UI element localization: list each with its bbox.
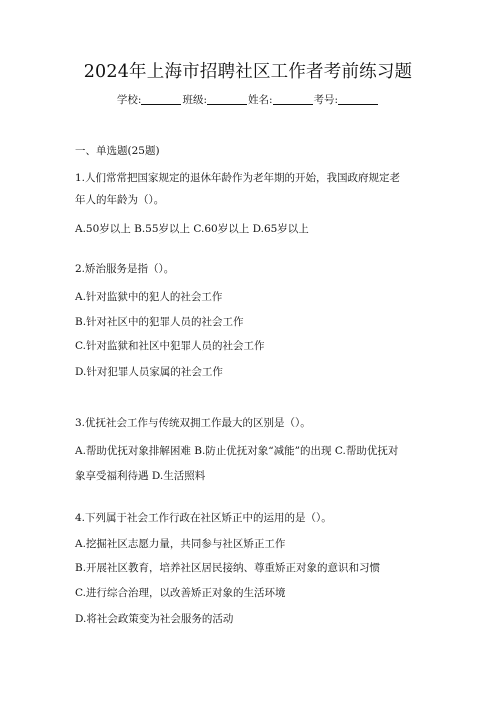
question-options: A.帮助优抚对象排解困难 B.防止优抚对象“减能”的出现 C.帮助优抚对 (75, 445, 399, 457)
option: B.开展社区教育，培养社区居民接纳、尊重矫正对象的意识和习惯 (75, 562, 381, 574)
question-stem: 1.人们常常把国家规定的退休年龄作为老年期的开始，我国政府规定老 (75, 172, 401, 184)
student-info-line (0, 92, 496, 108)
question-stem: 4.下列属于社会工作行政在社区矫正中的运用的是（）。 (75, 512, 332, 524)
class-label: 班级: (182, 94, 207, 106)
class-blank (207, 103, 247, 105)
option: D.将社会政策变为社会服务的活动 (75, 613, 234, 625)
question-stem: 年人的年龄为（）。 (75, 194, 165, 206)
question-options: A.50岁以上 B.55岁以上 C.60岁以上 D.65岁以上 (75, 223, 309, 235)
exam-number-label: 考号: (313, 94, 339, 106)
option: D.针对犯罪人员家属的社会工作 (75, 366, 223, 378)
section-heading: 一、单选题(25题) (75, 145, 160, 157)
name-label: 姓名: (248, 94, 273, 106)
option: A.挖掘社区志愿力量，共同参与社区矫正工作 (75, 538, 286, 550)
option: C.针对监狱和社区中犯罪人员的社会工作 (75, 340, 265, 352)
school-label: 学校: (116, 94, 142, 106)
option: A.针对监狱中的犯人的社会工作 (75, 291, 223, 303)
page-title: 2024年上海市招聘社区工作者考前练习题 (83, 62, 413, 82)
option: B.针对社区中的犯罪人员的社会工作 (75, 316, 244, 328)
option: C.进行综合治理，以改善矫正对象的生活环境 (75, 587, 286, 599)
question-stem: 2.矫治服务是指（）。 (75, 263, 175, 275)
question-stem: 3.优抚社会工作与传统双拥工作最大的区别是（）。 (75, 417, 311, 429)
school-blank (141, 103, 181, 105)
question-options: 象享受福利待遇 D.生活照料 (75, 470, 206, 482)
name-blank (273, 103, 313, 105)
exam-number-blank (338, 103, 378, 105)
